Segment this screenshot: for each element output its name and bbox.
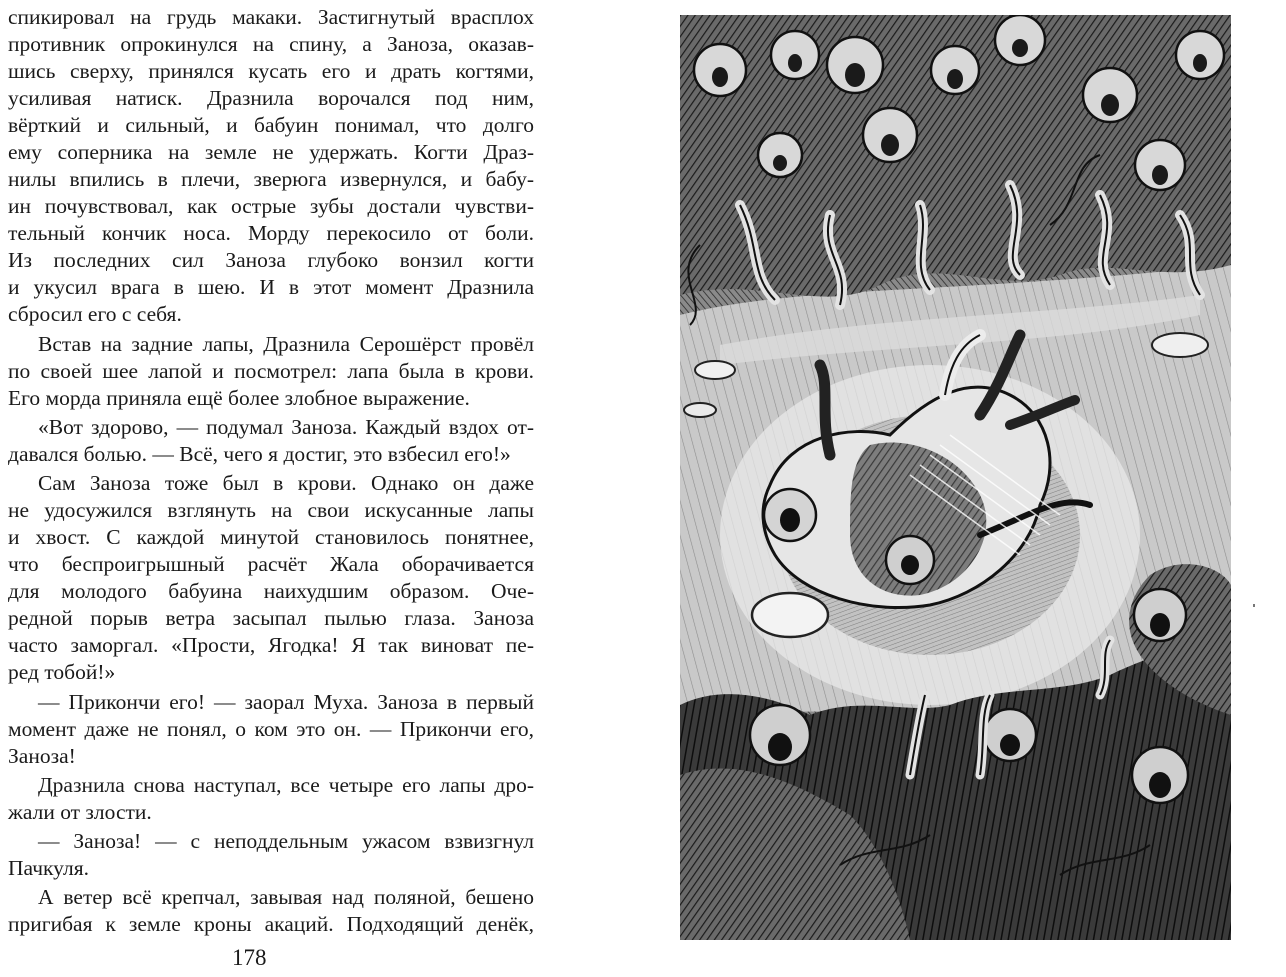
text-line: Встав на задние лапы, Дразнила Серошёрст провёл — [38, 332, 534, 356]
text-line: ему соперника на земле не удержать. Когти Драз- — [8, 140, 534, 164]
text-line: противник опрокинулся на спину, а Заноза, оказав- — [8, 32, 534, 56]
text-line: А ветер всё крепчал, завывая над поляной, бешено — [38, 885, 534, 909]
book-text-column — [0, 0, 560, 977]
text-line: часто заморгал. «Прости, Ягодка! Я так виноват пе- — [8, 633, 534, 657]
text-line: для молодого бабуина наихудшим образом. Оче- — [8, 579, 534, 603]
text-line: тельный кончик носа. Морду перекосило от боли. — [8, 221, 534, 245]
text-line: Из последних сил Заноза глубоко вонзил когти — [8, 248, 534, 272]
text-line: ред тобой!» — [8, 660, 116, 684]
text-line: что беспроигрышный расчёт Жала оборачивается — [8, 552, 534, 576]
monkeys-fighting-illustration — [680, 15, 1231, 940]
text-line: редной порыв ветра засыпал пылью глаза. Заноза — [8, 606, 534, 630]
text-line: по своей шее лапой и посмотрел: лапа была в крови. — [8, 359, 534, 383]
text-line: нилы впились в плечи, зверюга извернулся, и бабу- — [8, 167, 534, 191]
text-line: жали от злости. — [8, 800, 152, 824]
text-line: Сам Заноза тоже был в крови. Однако он даже — [38, 471, 534, 495]
text-line: давался болью. — Всё, чего я достиг, это взбесил его!» — [8, 442, 511, 466]
text-line: Пачкуля. — [8, 856, 89, 880]
text-line: Дразнила снова наступал, все четыре его лапы дро- — [38, 773, 534, 797]
text-line: Заноза! — [8, 744, 76, 768]
text-line: — Прикончи его! — заорал Муха. Заноза в первый — [38, 690, 534, 714]
text-line: — Заноза! — с неподдельным ужасом взвизгнул — [38, 829, 534, 853]
text-line: не удосужился взглянуть на свои искусанные лапы — [8, 498, 534, 522]
text-line: момент даже не понял, о ком это он. — Прикончи его, — [8, 717, 534, 741]
illustration-drawing — [680, 15, 1231, 940]
text-line: «Вот здорово, — подумал Заноза. Каждый вздох от- — [38, 415, 534, 439]
text-line: и хвост. С каждой минутой становилось понятнее, — [8, 525, 534, 549]
page-number: 178 — [232, 945, 267, 970]
text-line: усиливая натиск. Дразнила ворочался под ним, — [8, 86, 534, 110]
text-line: и укусил врага в шею. И в этот момент Дразнила — [8, 275, 534, 299]
text-line: сбросил его с себя. — [8, 302, 182, 326]
text-line: пригибая к земле кроны акаций. Подходящий денёк, — [8, 912, 534, 936]
text-line: шись сверху, принялся кусать его и драть когтями, — [8, 59, 534, 83]
text-line: вёрткий и сильный, и бабуин понимал, что долго — [8, 113, 534, 137]
text-line: Его морда приняла ещё более злобное выражение. — [8, 386, 470, 410]
text-line: спикировал на грудь макаки. Застигнутый врасплох — [8, 5, 534, 29]
print-speck — [1253, 604, 1255, 607]
text-line: ин почувствовал, как острые зубы достали чувстви- — [8, 194, 534, 218]
